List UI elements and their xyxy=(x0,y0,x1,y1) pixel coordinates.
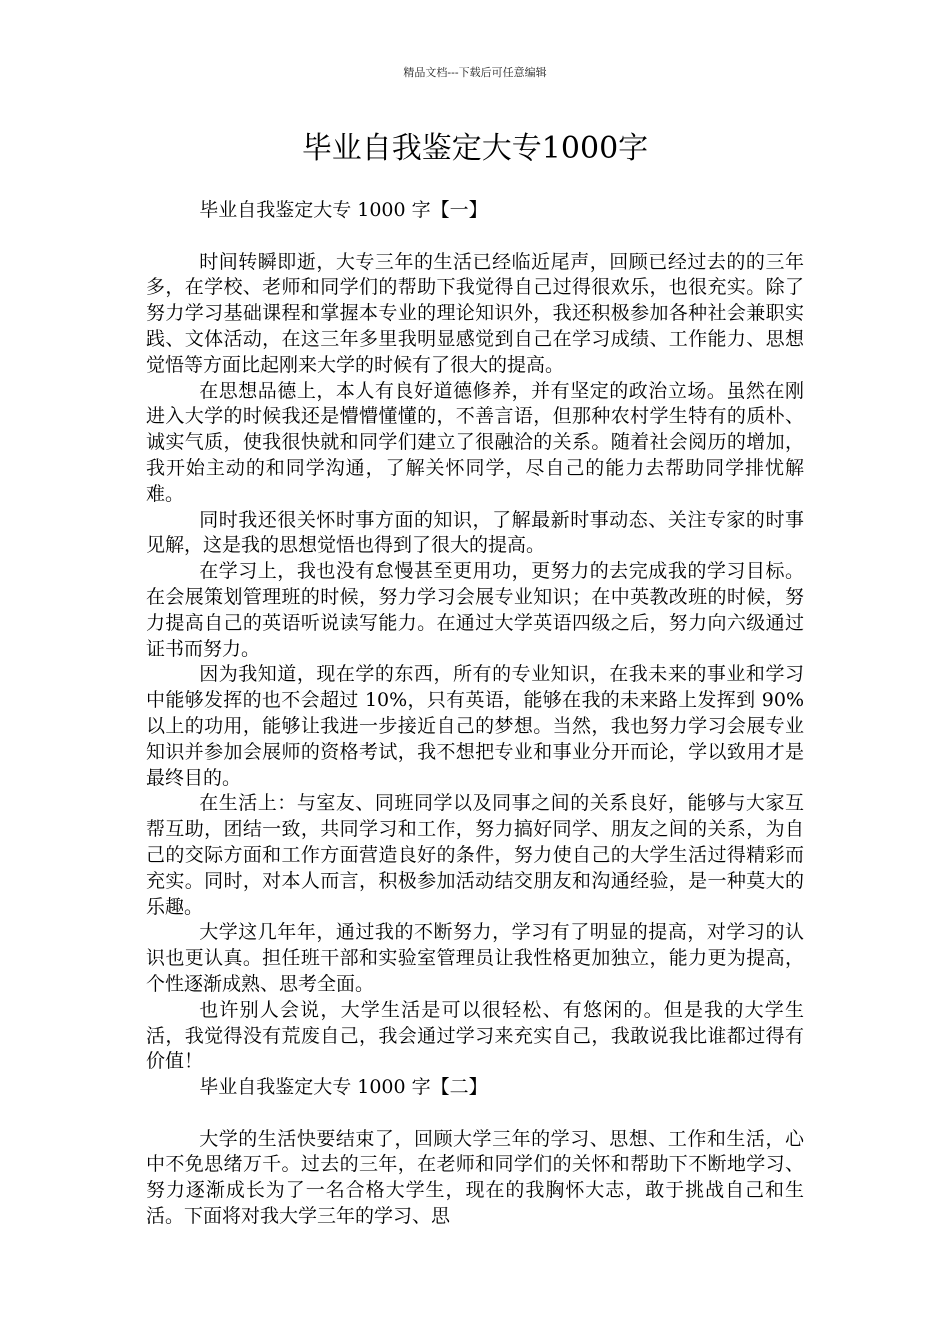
document-body xyxy=(146,198,804,1230)
header-note: 精品文档---下载后可任意编辑 xyxy=(403,66,547,79)
section-heading: 毕业自我鉴定大专 1000 字【一】 xyxy=(199,199,488,221)
paragraph: 在生活上：与室友、同班同学以及同事之间的关系良好，能够与大家互帮互助，团结一致，共同学习和工作，努力搞好同学、朋友之间的关系，为自己的交际方面和工作方面营造良好的条件，努力使自己的大学生活过得精彩而充实。同时，对本人而言，积极参加活动结交朋友和沟通经验，是一种莫大的乐趣。 xyxy=(146,792,804,918)
paragraph: 在学习上，我也没有怠慢甚至更用功，更努力的去完成我的学习目标。在会展策划管理班的时候，努力学习会展专业知识；在中英教改班的时候，努力提高自己的英语听说读写能力。在通过大学英语四级之后，努力向六级通过证书而努力。 xyxy=(146,560,804,660)
paragraph: 也许别人会说，大学生活是可以很轻松、有悠闲的。但是我的大学生活，我觉得没有荒废自己，我会通过学习来充实自己，我敢说我比谁都过得有价值！ xyxy=(146,998,804,1073)
section-heading: 毕业自我鉴定大专 1000 字【二】 xyxy=(199,1076,488,1099)
paragraph: 时间转瞬即逝，大专三年的生活已经临近尾声，回顾已经过去的的三年多，在学校、老师和同学们的帮助下我觉得自己过得很欢乐，也很充实。除了努力学习基础课程和掌握本专业的理论知识外，我还积极参加各种社会兼职实践、文体活动，在这三年多里我明显感觉到自己在学习成绩、工作能力、思想觉悟等方面比起刚来大学的时候有了很大的提高。 xyxy=(146,250,804,376)
paragraph: 大学的生活快要结束了，回顾大学三年的学习、思想、工作和生活，心中不免思绪万千。过去的三年，在老师和同学们的关怀和帮助下不断地学习、努力逐渐成长为了一名合格大学生，现在的我胸怀大志，敢于挑战自己和生活。下面将对我大学三年的学习、思 xyxy=(146,1127,804,1228)
document-title: 毕业自我鉴定大专1000字 xyxy=(301,131,649,166)
paragraph: 同时我还很关怀时事方面的知识，了解最新时事动态、关注专家的时事见解，这是我的思想觉悟也得到了很大的提高。 xyxy=(146,508,804,557)
paragraph: 因为我知道，现在学的东西，所有的专业知识，在我未来的事业和学习中能够发挥的也不会超过 10%，只有英语，能够在我的未来路上发挥到 90%以上的功用，能够让我进一步接近自己的梦想。当然，我也努力学习会展专业知识并参加会展师的资格考试，我不想把专业和事业分开而论，学以致用才是最终目的。 xyxy=(146,663,804,789)
paragraph: 在思想品德上，本人有良好道德修养，并有坚定的政治立场。虽然在刚进入大学的时候我还是懵懵懂懂的，不善言语，但那种农村学生特有的质朴、诚实气质，使我很快就和同学们建立了很融洽的关系。随着社会阅历的增加，我开始主动的和同学沟通，了解关怀同学，尽自己的能力去帮助同学排忧解难。 xyxy=(146,379,804,505)
paragraph: 大学这几年年，通过我的不断努力，学习有了明显的提高，对学习的认识也更认真。担任班干部和实验室管理员让我性格更加独立，能力更为提高，个性逐渐成熟、思考全面。 xyxy=(146,921,804,995)
